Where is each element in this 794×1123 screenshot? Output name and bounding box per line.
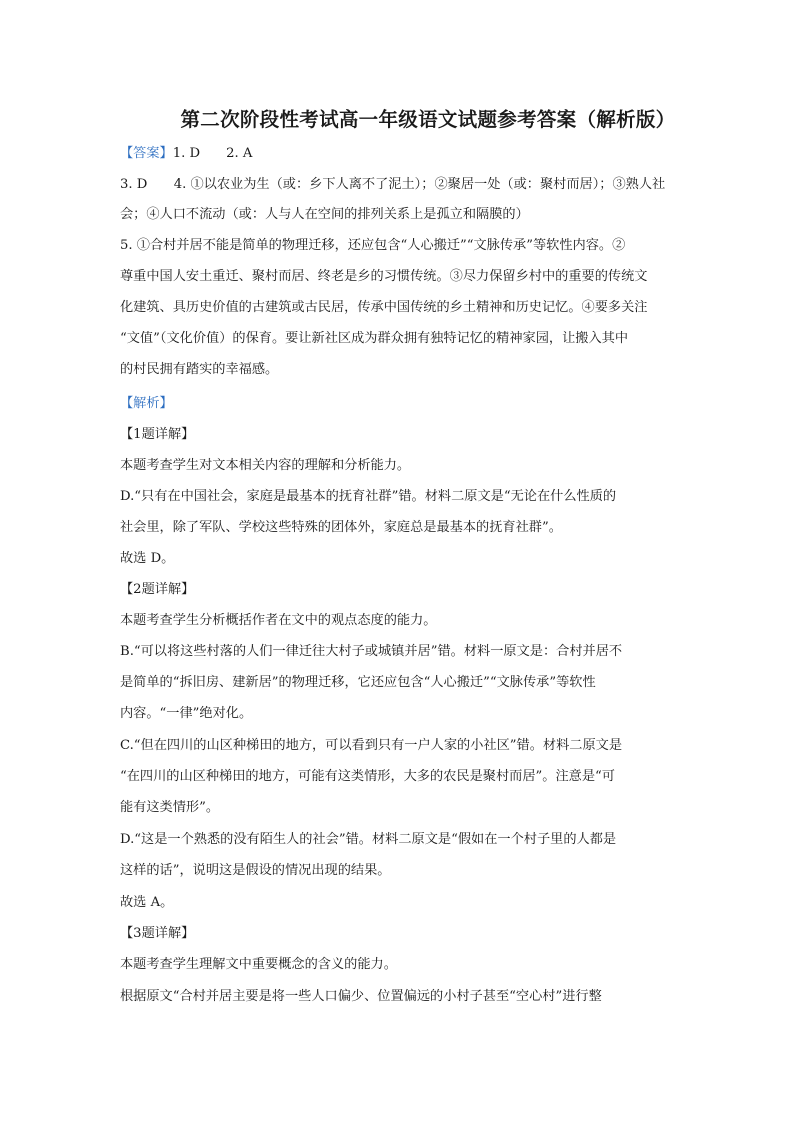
analysis-line: “在四川的山区种梯田的地方，可能有这类情形，大多的农民是聚村而居”。注意是“可 <box>120 769 615 784</box>
analysis-line: 这样的话”，说明这是假设的情况出现的结果。 <box>120 863 391 878</box>
section-heading: 【1题详解】 <box>120 427 195 442</box>
q5-line: “文值”（文化价值）的保育。要让新社区成为群众拥有独特记忆的精神家园，让搬入其中 <box>120 331 629 346</box>
analysis-line: B.“可以将这些村落的人们一律迁往大村子或城镇并居”错。材料一原文是：合村并居不 <box>120 644 623 659</box>
section-heading: 【2题详解】 <box>120 582 195 597</box>
analysis-line: 故选 D。 <box>120 551 175 566</box>
answer-2: 2. A <box>226 146 253 161</box>
page-title: 第二次阶段性考试高一年级语文试题参考答案（解析版） <box>180 108 676 131</box>
analysis-line: 本题考查学生对文本相关内容的理解和分析能力。 <box>120 458 411 473</box>
q5-line: 化建筑、具历史价值的古建筑或古民居，传承中国传统的乡土精神和历史记忆。④要多关注 <box>120 300 648 315</box>
analysis-line: D.“这是一个熟悉的没有陌生人的社会”错。材料二原文是“假如在一个村子里的人都是 <box>120 832 617 847</box>
analysis-line: 是简单的“拆旧房、建新居”的物理迁移，它还应包含“人心搬迁”“文脉传承”等软性 <box>120 675 596 690</box>
analysis-line: 能有这类情形”。 <box>120 800 220 815</box>
answer-tag: 【答案】 <box>120 146 173 161</box>
answer-line-3: 会；④人口不流动（或：人与人在空间的排列关系上是孤立和隔膜的） <box>120 207 529 222</box>
answer-line-1 <box>120 144 680 164</box>
analysis-line: 本题考查学生理解文中重要概念的含义的能力。 <box>120 957 397 972</box>
analysis-line: D.“只有在中国社会，家庭是最基本的抚育社群”错。材料二原文是“无论在什么性质的 <box>120 489 617 504</box>
q5-line: 的村民拥有踏实的幸福感。 <box>120 362 279 377</box>
analysis-line: 内容。“一律”绝对化。 <box>120 706 253 721</box>
analysis-line: 社会里，除了军队、学校这些特殊的团体外，家庭总是最基本的抚育社群”。 <box>120 520 562 535</box>
analysis-tag: 【解析】 <box>120 396 173 411</box>
q5-line: 5. ①合村并居不能是简单的物理迁移，还应包含“人心搬迁”“文脉传承”等软性内容。② <box>120 238 626 253</box>
answer-line-2: 3. D 4. ①以农业为生（或：乡下人离不了泥土）；②聚居一处（或：聚村而居）；③熟人社 <box>120 177 666 192</box>
analysis-line: 本题考查学生分析概括作者在文中的观点态度的能力。 <box>120 613 437 628</box>
answer-1: 1. D <box>172 146 201 161</box>
analysis-line: 故选 A。 <box>120 895 174 910</box>
q5-line: 尊重中国人安土重迁、聚村而居、终老是乡的习惯传统。③尽力保留乡村中的重要的传统文 <box>120 269 648 284</box>
section-heading: 【3题详解】 <box>120 926 195 941</box>
analysis-line: C.“但在四川的山区种梯田的地方，可以看到只有一户人家的小社区”错。材料二原文是 <box>120 738 623 753</box>
analysis-line: 根据原文“合村并居主要是将一些人口偏少、位置偏远的小村子甚至“空心村”进行整 <box>120 989 602 1004</box>
